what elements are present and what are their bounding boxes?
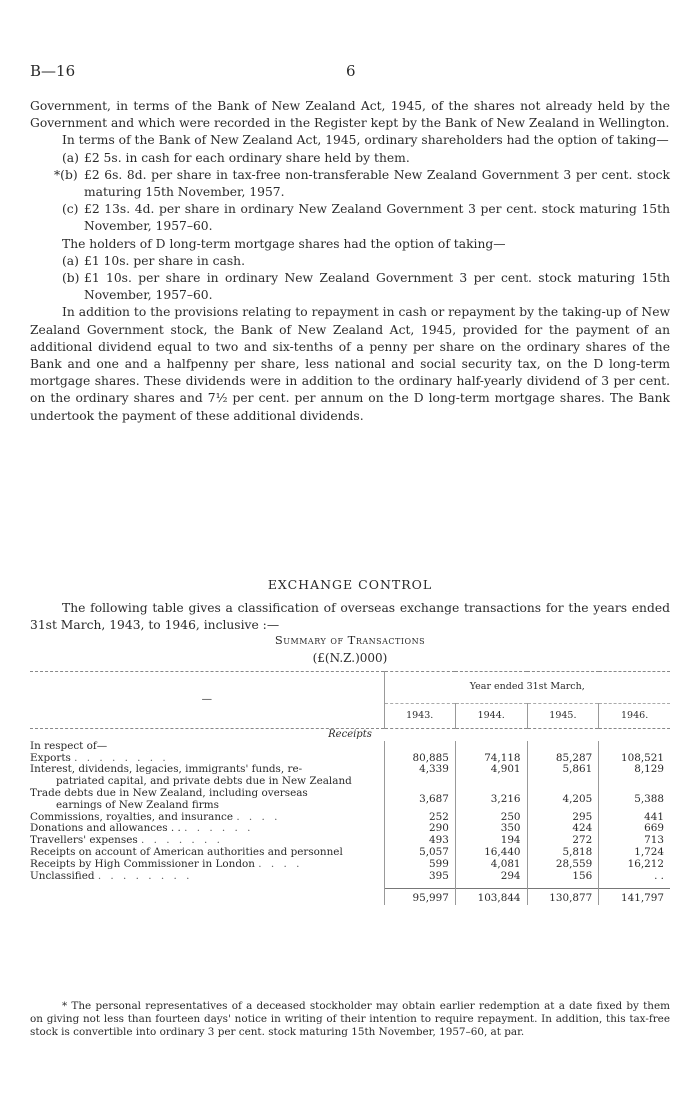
cell-1944: 294 bbox=[455, 871, 527, 889]
year-header: 1945. bbox=[527, 703, 599, 728]
footnote-text: * The personal representatives of a deceased stockholder may obtain earlier redemption at a date fixed by them on giving not less than fourteen days' notice in writing of their intention to require repayment. In addition, this tax-free stock is convertible into ordinary 3 per cent. stock maturing 15th November, 1957–60, at par. bbox=[30, 1000, 670, 1038]
table-title: Summary of Transactions bbox=[274, 633, 426, 647]
option-text: £2 13s. 4d. per share in ordinary New Zealand Government 3 per cent. stock maturing 15th November, 1957–60. bbox=[84, 202, 670, 234]
body-text bbox=[30, 98, 670, 425]
cell-1944: 74,118 bbox=[455, 753, 527, 765]
row-label: Trade debts due in New Zealand, including overseas bbox=[30, 786, 308, 799]
footnote bbox=[30, 1000, 670, 1038]
cell-1945: 156 bbox=[527, 871, 599, 889]
option-marker: (a) bbox=[62, 150, 79, 165]
intro-text: The following table gives a classification of overseas exchange transactions for the years ended 31st March, 1943, to 1946, inclusive :— bbox=[30, 601, 670, 633]
option-text: £2 5s. in cash for each ordinary share held by them. bbox=[84, 150, 410, 165]
summary-table bbox=[30, 671, 670, 905]
cell-1946: 5,388 bbox=[599, 788, 670, 812]
row-label: Receipts by High Commissioner in London bbox=[30, 857, 255, 870]
cell-1945: 85,287 bbox=[527, 753, 599, 765]
ordinary-option-b bbox=[30, 167, 670, 201]
total-1945: 130,877 bbox=[527, 888, 599, 904]
cell-1945: 4,205 bbox=[527, 788, 599, 812]
cell-1943: 252 bbox=[384, 812, 455, 824]
cell-1945: 28,559 bbox=[527, 859, 599, 871]
table-unit: (£(N.Z.)000) bbox=[312, 651, 388, 665]
cell-1946: . . bbox=[599, 871, 670, 889]
table-header-row bbox=[30, 672, 670, 704]
paragraph-4: In addition to the provisions relating to repayment in cash or repayment by the taking-up of New Zealand Government stock, the Bank of New Zealand Act, 1945, provided for the payment of an additional dividend equal to two and six-tenths of a penny per share on the ordinary shares of the Bank and one and a halfpenny per share, less national and social security tax, on the D long-term mortgage shares. These dividends were in addition to the ordinary half-yearly dividend of 3 per cent. on the ordinary shares and 7½ per cent. per annum on the D long-term mortgage shares. The Bank undertook the payment of these additional dividends. bbox=[30, 305, 670, 423]
paragraph-1: Government, in terms of the Bank of New Zealand Act, 1945, of the shares not already held by the Government and which were recorded in the Register kept by the Bank of New Zealand in Wellington. bbox=[30, 99, 670, 131]
option-marker: (a) bbox=[62, 253, 79, 268]
ordinary-option-c bbox=[30, 201, 670, 235]
row-label-continued: earnings of New Zealand firms bbox=[56, 798, 219, 811]
page-number: 6 bbox=[346, 62, 356, 80]
cell-1943: 599 bbox=[384, 859, 455, 871]
ordinary-option-a bbox=[30, 150, 670, 167]
cell-1944: 4,081 bbox=[455, 859, 527, 871]
mortgage-option-b bbox=[30, 270, 670, 304]
page-header bbox=[30, 62, 670, 84]
option-marker: (c) bbox=[62, 202, 79, 217]
total-1944: 103,844 bbox=[455, 888, 527, 904]
leader-dots: . . . . bbox=[258, 857, 303, 870]
cell-1946: 1,724 bbox=[599, 847, 670, 859]
cell-1944: 16,440 bbox=[455, 847, 527, 859]
cell-1945: 5,818 bbox=[527, 847, 599, 859]
row-label: Interest, dividends, legacies, immigrants' funds, re- bbox=[30, 763, 303, 776]
option-text: £2 6s. 8d. per share in tax-free non-transferable New Zealand Government 3 per cent. stock maturing 15th November, 1957. bbox=[84, 167, 670, 200]
year-header: 1946. bbox=[599, 703, 670, 728]
row-label: Receipts on account of American authorities and personnel bbox=[30, 845, 343, 858]
paragraph-2: In terms of the Bank of New Zealand Act, 1945, ordinary shareholders had the option of taking— bbox=[62, 133, 669, 148]
section-title-row bbox=[30, 729, 670, 741]
header-stub: — bbox=[30, 672, 384, 729]
cell-1946: 108,521 bbox=[599, 753, 670, 765]
cell-1945: 295 bbox=[527, 812, 599, 824]
table-row bbox=[30, 871, 670, 889]
cell-1943: 493 bbox=[384, 835, 455, 847]
cell-1946: 8,129 bbox=[599, 764, 670, 788]
leader-dots: . . . . . . . bbox=[141, 834, 223, 847]
option-marker: (b) bbox=[62, 271, 80, 286]
cell-1946: 16,212 bbox=[599, 859, 670, 871]
year-header: 1943. bbox=[384, 703, 455, 728]
cell-1944: 4,901 bbox=[455, 764, 527, 788]
cell-1943: 395 bbox=[384, 871, 455, 889]
mortgage-option-a bbox=[30, 253, 670, 270]
cell-1945: 272 bbox=[527, 835, 599, 847]
row-label: Unclassified bbox=[30, 869, 95, 882]
leader-dots: . . . . . . . . bbox=[97, 869, 193, 882]
cell-1944: 350 bbox=[455, 823, 527, 835]
cell-1945: 5,861 bbox=[527, 764, 599, 788]
cell-1946: 441 bbox=[599, 812, 670, 824]
cell-1946: 713 bbox=[599, 835, 670, 847]
year-header: 1944. bbox=[455, 703, 527, 728]
exchange-intro bbox=[30, 600, 670, 634]
year-ended-header: Year ended 31st March, bbox=[384, 672, 670, 704]
row-label: Donations and allowances . . bbox=[30, 822, 181, 835]
cell-1943: 80,885 bbox=[384, 753, 455, 765]
row-label-continued: patriated capital, and private debts due in New Zealand bbox=[56, 775, 352, 788]
row-label: Travellers' expenses bbox=[30, 834, 138, 847]
leader-dots: . . . . bbox=[236, 810, 281, 823]
option-marker: *(b) bbox=[54, 167, 78, 182]
section-heading: EXCHANGE CONTROL bbox=[267, 577, 433, 592]
cell-1944: 3,216 bbox=[455, 788, 527, 812]
option-text: £1 10s. per share in cash. bbox=[84, 253, 246, 268]
leader-dots: . . . . . . bbox=[184, 822, 254, 835]
row-label: Commissions, royalties, and insurance bbox=[30, 810, 234, 823]
cell-1943: 5,057 bbox=[384, 847, 455, 859]
cell-1944: 250 bbox=[455, 812, 527, 824]
total-row bbox=[30, 888, 670, 904]
cell-1943: 4,339 bbox=[384, 764, 455, 788]
group-label: In respect of— bbox=[30, 739, 108, 752]
cell-1945: 424 bbox=[527, 823, 599, 835]
table-row bbox=[30, 764, 670, 788]
cell-1946: 669 bbox=[599, 823, 670, 835]
total-1943: 95,997 bbox=[384, 888, 455, 904]
row-label: Exports bbox=[30, 751, 71, 764]
cell-1943: 3,687 bbox=[384, 788, 455, 812]
receipts-title: Receipts bbox=[328, 729, 372, 740]
cell-1944: 194 bbox=[455, 835, 527, 847]
leader-dots: . . . . . . . . bbox=[74, 751, 169, 764]
paragraph-3: The holders of D long-term mortgage shares had the option of taking— bbox=[62, 236, 506, 251]
table-row bbox=[30, 788, 670, 812]
option-text: £1 10s. per share in ordinary New Zealand Government 3 per cent. stock maturing 15th November, 1957–60. bbox=[84, 271, 670, 303]
page-id: B—16 bbox=[30, 62, 76, 80]
cell-1943: 290 bbox=[384, 823, 455, 835]
total-1946: 141,797 bbox=[599, 888, 670, 904]
